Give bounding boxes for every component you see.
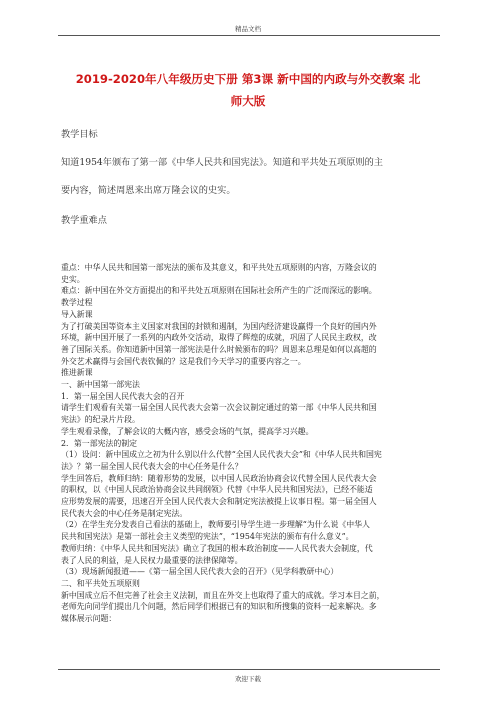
body-line: （2）在学生充分发表自己看法的基础上，教师要引导学生进一步理解“为什么说《中华人 — [61, 520, 370, 530]
body-line: 导入新课 — [61, 309, 93, 319]
body-line: 请学生们观看有关第一届全国人民代表大会第一次会议制定通过的第一部《中华人民共和国 — [61, 403, 377, 413]
body-line: 法》？第一届全国人民代表大会的中心任务是什么？ — [61, 461, 243, 471]
body-line: 应形势发展的需要，迅速召开全国人民代表大会和制定宪法被提上议事日程。第一届全国人 — [61, 497, 377, 507]
body-line: 推进新课 — [61, 368, 93, 378]
body-line: 教学过程 — [61, 298, 93, 308]
body-line: 新中国成立后不但完善了社会主义法制，而且在外交上也取得了重大的成就。学习本目之前， — [61, 590, 385, 600]
document-title-line-2: 师大版 — [230, 94, 266, 108]
body-line: 重点：中华人民共和国第一部宪法的颁布及其意义，和平共处五项原则的内容，万隆会议的 — [61, 263, 377, 272]
body-line: 二、和平共处五项原则 — [61, 578, 140, 588]
body-line: 媒体展示问题： — [61, 614, 117, 624]
body-line: 老师先向同学们提出几个问题，然后同学们根据已有的知识和所搜集的资料一起来解决。多 — [61, 602, 377, 612]
body-line: 善了国际关系。你知道新中国第一部宪法是什么时候颁布的吗？周恩来总理是如何以高超的 — [61, 344, 377, 354]
body-line: 1．第一届全国人民代表大会的召开 — [61, 391, 185, 401]
body-line: 史实。 — [61, 274, 85, 284]
body-line: 外交艺术赢得与会国代表钦佩的？这是我们今天学习的重要内容之一。 — [61, 356, 306, 366]
header-label: 精品文档 — [235, 25, 261, 33]
body-line: 学生观看录像，了解会议的大概内容，感受会场的气氛，提高学习兴趣。 — [61, 426, 314, 436]
lesson-body — [61, 262, 441, 625]
keypoints-heading: 教学重难点 — [61, 215, 107, 226]
body-line: 难点：新中国在外交方面提出的和平共处五项原则在国际社会所产生的广泛而深远的影响。 — [61, 286, 377, 296]
body-line: 环境，新中国开展了一系列的内政外交活动，取得了辉煌的成就，巩固了人民民主政权，改 — [61, 333, 377, 343]
objectives-heading: 教学目标 — [61, 129, 98, 140]
objectives-line-2: 要内容，简述周恩来出席万隆会议的史实。 — [61, 185, 236, 196]
body-line: 2．第一部宪法的制定 — [61, 438, 138, 448]
body-line: 学生回答后，教师归纳：随着形势的发展，以中国人民政治协商会议代替全国人民代表大会 — [61, 473, 377, 483]
body-line: 宪法》的纪录片片段。 — [61, 415, 140, 425]
body-line: 一、新中国第一部宪法 — [61, 380, 140, 390]
body-line: 教师归纳：《中华人民共和国宪法》确立了我国的根本政治制度——人民代表大会制度，代 — [61, 543, 373, 553]
body-line: 表了人民的利益，是人民权力最重要的法律保障等。 — [61, 555, 243, 565]
document-title-line-1: 2019-2020年八年级历史下册 第3课 新中国的内政与外交教案 北 — [75, 72, 421, 86]
footer-label: 欢迎下载 — [235, 675, 261, 683]
body-line: 民代表大会的中心任务是制定宪法。 — [61, 508, 188, 518]
body-line: 的职权，以《中国人民政治协商会议共同纲领》代替《中华人民共和国宪法》，已经不能适 — [61, 485, 373, 495]
body-line: （1）设问：新中国成立之初为什么别以什么代替“全国人民代表大会”和《中华人民共和国宪 — [61, 450, 382, 460]
header-rule — [58, 35, 440, 36]
body-line: 民共和国宪法》是第一部社会主义类型的宪法”，“1954年宪法的颁布有什么意义”。 — [61, 532, 354, 542]
objectives-line-1: 知道1954年颁布了第一部《中华人民共和国宪法》。知道和平共处五项原则的主 — [61, 157, 383, 168]
body-line: （3）现场新闻报道——《第一届全国人民代表大会的召开》（见学科教研中心） — [61, 567, 339, 577]
body-line: 为了打破美国等资本主义国家对我国的封锁和遏制，为国内经济建设赢得一个良好的国内外 — [61, 321, 377, 331]
footer-rule — [58, 669, 440, 670]
